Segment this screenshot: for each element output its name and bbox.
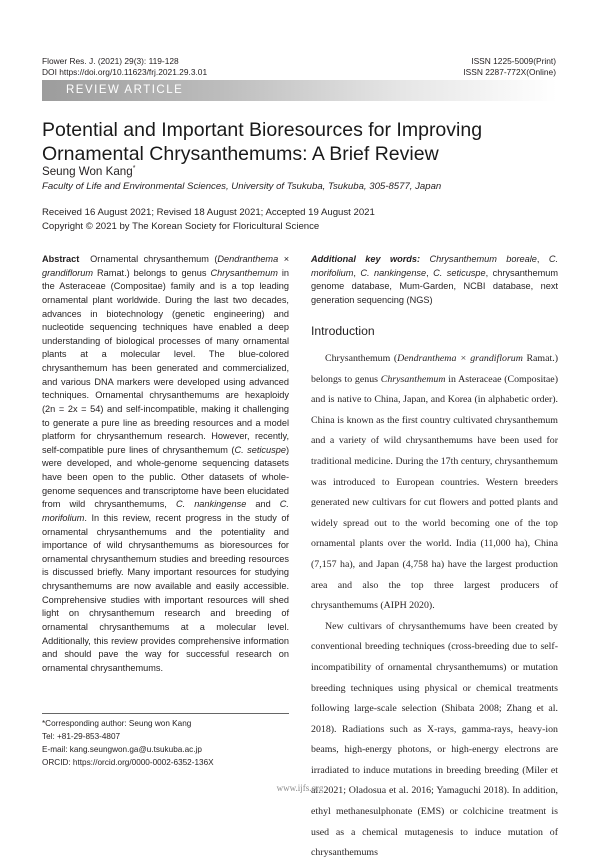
author-line <box>42 165 135 178</box>
paragraph: New cultivars of chrysanthemums have been created by conventional breeding techniques (cross-breeding due to self-incompatibility of ornamental chrysanthemums) or mutation breeding techniques using physical or chemical treatments following large-scale selection (Shibata 2008; Zhang et al. 2018). Radiations such as X-rays, gamma-rays, heavy-ion beams, high-energy photons, or high-energy electrons are irradiated to induce mutations in breeding breeding (Miler et al. 2021; Oladosua et al. 2016; Yamaguchi 2018). In addition, ethyl methanesulphonate (EMS) or colchicine treatment is used as a chemical mutagenesis to induce mutation of chrysanthemums <box>311 620 558 859</box>
footnote-divider <box>42 713 289 714</box>
keyword-separator: , <box>426 267 434 278</box>
doi-link[interactable]: DOI https://doi.org/10.11623/frj.2021.29.3.01 <box>42 67 208 77</box>
keyword: C. morifolium <box>311 254 558 278</box>
issn-print: ISSN 1225-5009(Print) <box>471 56 556 66</box>
keyword: C. nankingense <box>360 267 427 278</box>
genus-name: Chrysanthemum <box>210 267 278 278</box>
abstract-text: Ornamental chrysanthemum ( <box>90 254 218 264</box>
species-name: Dendranthema × grandiflorum <box>42 254 289 278</box>
paragraph-text: in Asteraceae (Compositae) and is native to China, Japan, and Korea (in alphabetic order). China is known as the first country cultivated chrysanthemum and a variety of wild chrysanthemums have been used for traditional medicine. During the 17th century, chrysanthemum was introduced to European countries. Western breeders generated new cultivars for cut flowers and potted plants and widely spread out to the world becoming one of the top ornamental plants over the world. India (11,000 ha), China (7,157 ha), and Japan (4,758 ha) have the largest production area and also the top three largest producers of chrysanthemums (AIPH 2020). <box>311 373 558 612</box>
keyword-separator: , <box>536 254 549 264</box>
keywords-label: Additional key words: <box>311 254 421 264</box>
keyword-separator: , <box>353 267 361 278</box>
species-name: Dendranthema × grandiflorum <box>397 353 523 364</box>
species-name: C. morifolium <box>42 499 289 523</box>
author-name: Seung Won Kang <box>42 165 133 178</box>
corresponding-author: *Corresponding author: Seung won Kang <box>42 719 192 728</box>
dates-line: Received 16 August 2021; Revised 18 August 2021; Accepted 19 August 2021 <box>42 207 375 218</box>
species-name: C. seticuspe <box>234 444 286 455</box>
genus-name: Chrysanthemum <box>380 373 446 385</box>
email-link[interactable]: E-mail: kang.seungwon.ga@u.tsukuba.ac.jp <box>42 745 202 754</box>
keywords <box>311 253 558 308</box>
keywords-text: , chrysanthemum genome database, Mum-Garden, NCBI database, next generation sequencing (NGS) <box>311 267 558 305</box>
journal-citation <box>42 56 207 78</box>
abstract-text: ) were developed, and whole-genome sequencing datasets have been open to the public. Other datasets of whole-genome sequences and transcriptome have been elucidated from wild chrysanthemums, <box>42 444 289 510</box>
keyword: Chrysanthemum boreale <box>429 254 537 264</box>
abstract-text: Ramat.) belongs to genus <box>93 267 211 278</box>
article-type-banner <box>42 80 557 101</box>
paragraph-text: Chrysanthemum ( <box>325 353 398 364</box>
species-name: C. nankingense <box>175 499 247 510</box>
paragraph-text: Ramat.) belongs to genus <box>311 353 558 385</box>
orcid-link[interactable]: ORCID: https://orcid.org/0000-0002-6352-136X <box>42 758 214 767</box>
publication-info <box>42 206 375 233</box>
keyword: C. seticuspe <box>433 267 486 278</box>
abstract-text: . In this review, recent progress in the study of ornamental chrysanthemums and the potentiality and importance of wild chrysanthemums as bioresources for ornamental chrysanthemum studies and breeding resources is discussed briefly. Many important resources for studying chrysanthemums are now available and easily accessible. Comprehensive studies with important resources will shed light on chrysanthemum research and breeding of ornamental chrysanthemums at a molecular level. Additionally, this review provides comprehensive information and should pave the way for successful research on ornamental chrysanthemums. <box>42 512 289 673</box>
abstract-text: in the Asteraceae (Compositae) family and is a top leading ornamental plant worldwide. During the last two decades, advances in biotechnology (genetic engineering) and nucleotide sequencing techniques have enabled a deep understanding of biological processes of many ornamental plants at a molecular level. The blue-colored chrysanthemum has been generated and commercialized, and various DNA markers were developed using advanced techniques. Ornamental chrysanthemums are hexaploidy (2n = 2x = 54) and self-incompatible, making it challenging to generate a pure line as breeding resources and a model platform for chrysanthemum research. However, recently, self-compatible pure lines of chrysanthemum ( <box>42 267 289 455</box>
correspondence-footnote <box>42 717 214 769</box>
abstract-text: and <box>246 499 280 510</box>
issn-online: ISSN 2287-772X(Online) <box>463 67 556 77</box>
abstract-label: Abstract <box>42 254 80 264</box>
article-type-label: REVIEW ARTICLE <box>66 84 184 96</box>
journal-website-link[interactable]: www.ijfs.org <box>276 783 324 793</box>
telephone: Tel: +81-29-853-4807 <box>42 732 121 741</box>
corresponding-mark: * <box>132 165 136 173</box>
journal-line: Flower Res. J. (2021) 29(3): 119-128 <box>42 56 179 66</box>
article-title: Potential and Important Bioresources for Improving Ornamental Chrysanthemums: A Brief Review <box>42 119 483 165</box>
abstract <box>42 253 289 675</box>
issn-block <box>463 56 556 78</box>
copyright-line: Copyright © 2021 by The Korean Society for Floricultural Science <box>42 220 320 232</box>
affiliation: Faculty of Life and Environmental Sciences, University of Tsukuba, Tsukuba, 305-8577, Japan <box>42 181 442 192</box>
paragraph <box>311 349 558 617</box>
section-heading-introduction: Introduction <box>311 324 375 338</box>
